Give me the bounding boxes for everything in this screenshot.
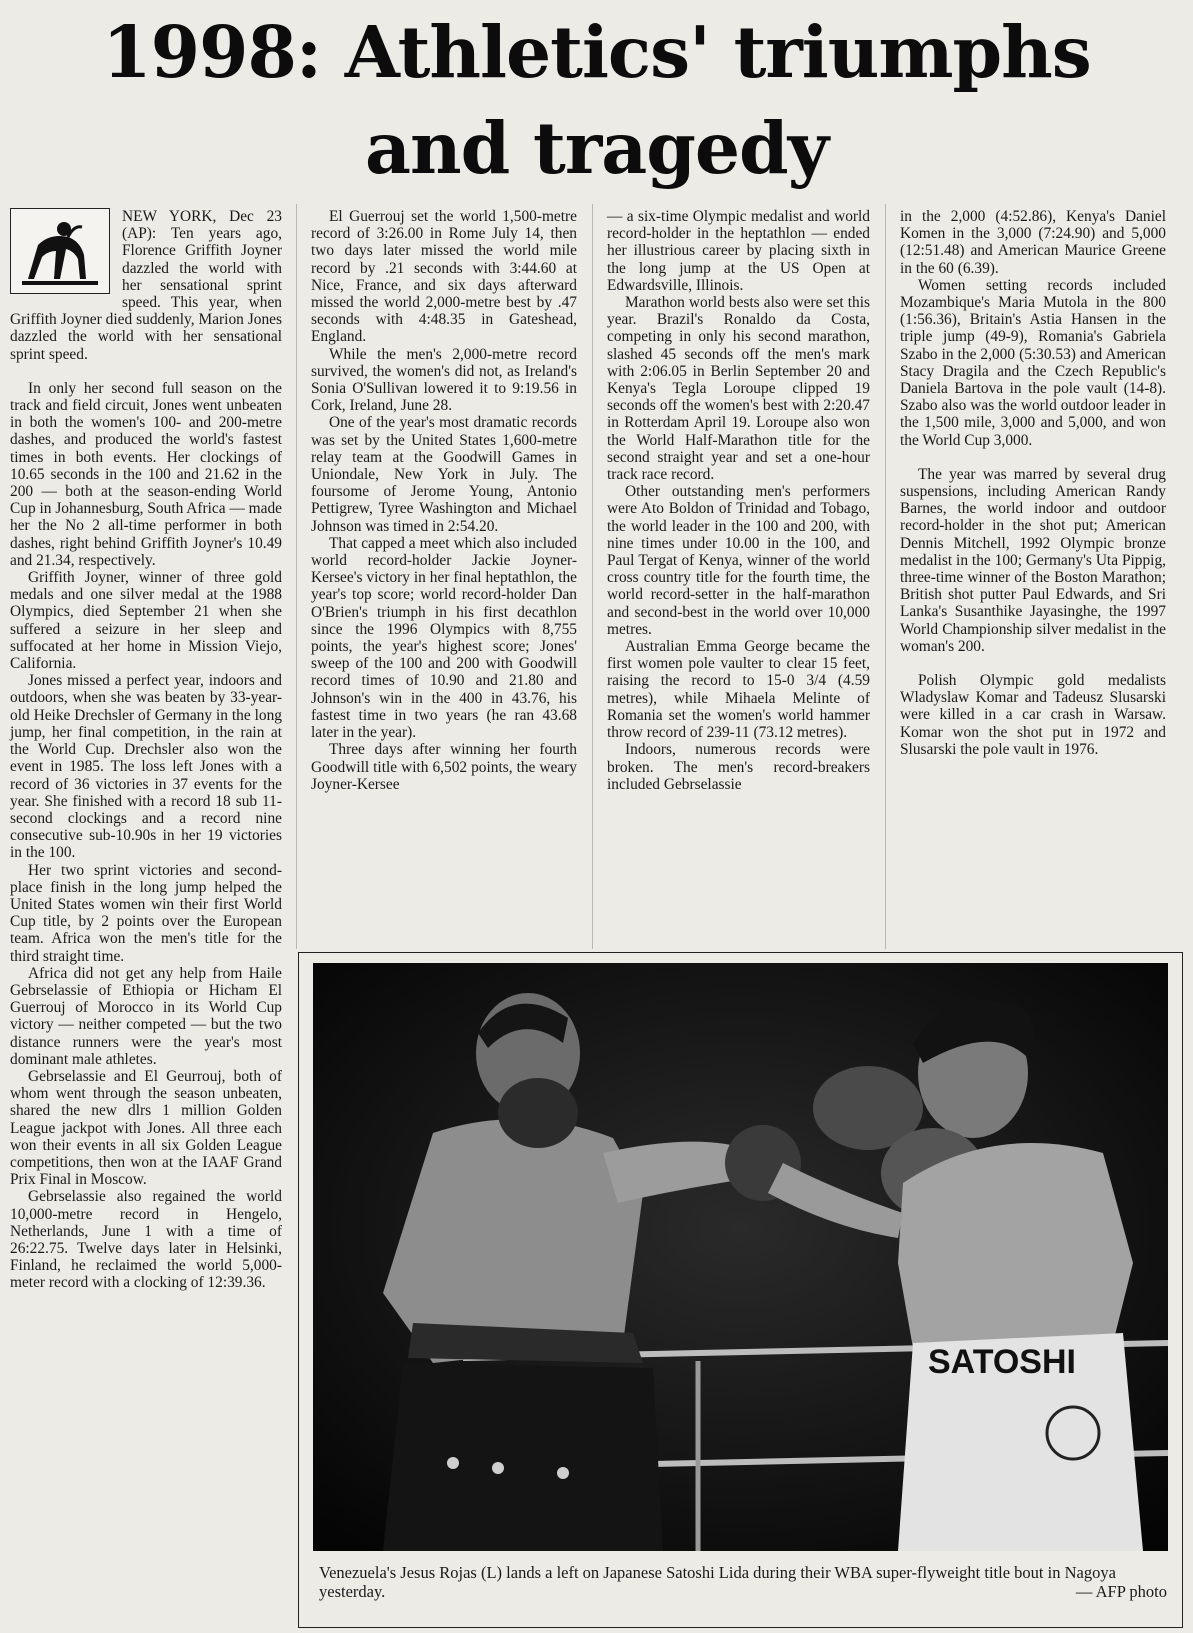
article-column-3 [607, 208, 870, 793]
headline-line-2: and tragedy [365, 106, 828, 190]
paragraph: Gebrselassie and El Geurrouj, both of whom went through the season unbeaten, shared the new dlrs 1 million Golden League jackpot with Jones. All three each won their events in all six Golden League competitions, then won at the IAAF Grand Prix Final in Moscow. [10, 1067, 282, 1189]
paragraph: Indoors, numerous records were broken. The men's record-breakers included Gebrselassie [607, 741, 870, 793]
paragraph: El Guerrouj set the world 1,500-metre record of 3:26.00 in Rome July 14, then two days later missed the world mile record by .21 seconds with 3:44.60 at Nice, France, and six days afterward missed the world 2,000-metre best by .47 seconds with 4:48.35 in Gateshead, England. [311, 208, 577, 346]
paragraph: Marathon world bests also were set this year. Brazil's Ronaldo da Costa, competing in only his second marathon, slashed 45 seconds off the men's mark with 2:06.05 in Berlin September 20 and Kenya's Tegla Loroupe clipped 19 seconds off the women's best with 2:20.47 in Rotterdam April 19. Loroupe also won the World Half-Marathon title for the second straight year and set a one-hour track race record. [607, 294, 870, 484]
photo-credit: — AFP photo [1075, 1582, 1167, 1601]
boxing-photo [313, 963, 1168, 1551]
sprinter-in-blocks-icon [20, 215, 100, 287]
section-logo [10, 208, 110, 294]
dateline-paragraph: NEW YORK, Dec 23 (AP): Ten years ago, Florence Griffith Joyner dazzled the world with her sensational sprint speed. This year, when Griffith Joyner died suddenly, Marion Jones dazzled the world with her sensational sprint speed. [10, 208, 282, 363]
article-column-1 [10, 208, 282, 1292]
article-column-4 [900, 208, 1166, 758]
paragraph: — a six-time Olympic medalist and world record-holder in the heptathlon — ended her illustrious career by placing sixth in the long jump at the US Open at Edwardsville, Illinois. [607, 208, 870, 294]
paragraph: In only her second full season on the track and field circuit, Jones went unbeaten in both the women's 100- and 200-metre dashes, and produced the world's fastest times in both events. Her clockings of 10.65 seconds in the 100 and 21.62 in the 200 — both at the season-ending World Cup in Johannesburg, South Africa — made her the No 2 all-time performer in both dashes, right behind Griffith Joyner's 10.49 and 21.34, respectively. [10, 379, 283, 569]
column-rule [296, 204, 297, 949]
paragraph: Other outstanding men's performers were Ato Boldon of Trinidad and Tobago, the world leader in the 100 and 200, with nine times under 10.00 in the 100, and Paul Tergat of Kenya, winner of the world cross country title for the fourth time, the world record-setter in the half-marathon and second-best in the world over 10,000 metres. [607, 483, 870, 638]
boxing-match-image [313, 963, 1168, 1551]
headline [0, 4, 1193, 196]
news-photo-frame [298, 952, 1183, 1628]
article-column-2 [311, 208, 577, 793]
column-rule [885, 204, 886, 949]
paragraph: The year was marred by several drug suspensions, including American Randy Barnes, the world indoor and outdoor record-holder in the shot put; American Dennis Mitchell, 1992 Olympic bronze medalist in the 100; Germany's Uta Pippig, three-time winner of the Boston Marathon; British shot putter Paul Edwards, and Sri Lanka's Susanthike Jayasinghe, the 1997 World Championship silver medalist in the woman's 200. [900, 465, 1166, 655]
paragraph: Polish Olympic gold medalists Wladyslaw Komar and Tadeusz Slusarski were killed in a car crash in Warsaw. Komar won the shot put in 1972 and Slusarski the pole vault in 1976. [900, 672, 1166, 758]
headline-line-1: 1998: Athletics' triumphs [102, 10, 1091, 94]
paragraph: Griffith Joyner, winner of three gold medals and one silver medal at the 1988 Olympics, died September 21 when she suffered a seizure in her sleep and suffocated at her home in Mission Viejo, California. [10, 569, 282, 673]
paragraph: in the 2,000 (4:52.86), Kenya's Daniel Komen in the 3,000 (7:24.90) and 5,000 (12:51.48) and American Maurice Greene in the 60 (6.39). [900, 208, 1166, 277]
paragraph: Africa did not get any help from Haile Gebrselassie of Ethiopia or Hicham El Guerrouj of Morocco in its World Cup victory — neither competed — but the two distance runners were the year's most dominant male athletes. [10, 964, 282, 1068]
paragraph: Gebrselassie also regained the world 10,000-metre record in Hengelo, Netherlands, June 1 with a time of 26:22.75. Twelve days later in Helsinki, Finland, he reclaimed the world 5,000-meter record with a clocking of 12:39.36. [10, 1188, 282, 1292]
paragraph: Jones missed a perfect year, indoors and outdoors, when she was beaten by 33-year-old Heike Drechsler of Germany in the long jump, her final competition, in the rain at the World Cup. Drechsler also won the event in 1985. The loss left Jones with a record of 36 victories in 37 events for the year. She finished with a record 18 sub 11-second clockings and a record nine consecutive sub-10.90s in her 19 victories in the 100. [10, 672, 282, 862]
paragraph: Her two sprint victories and second-place finish in the long jump helped the United States women win their first World Cup title, by 2 points over the European team. Africa won the men's title for the third straight time. [10, 861, 282, 965]
photo-caption [319, 1563, 1167, 1601]
paragraph: That capped a meet which also included world record-holder Jackie Joyner-Kersee's victory in her final heptathlon, the year's top score; world record-holder Dan O'Brien's triumph in his first decathlon since the 1996 Olympics with 8,755 points, the year's highest score; Jones' sweep of the 100 and 200 with Goodwill record times of 10.90 and 21.80 and Johnson's win in the 400 in 43.76, his fastest time in two years (he ran 43.68 later in the year). [311, 534, 577, 742]
caption-text: Venezuela's Jesus Rojas (L) lands a left on Japanese Satoshi Lida during their WBA super-flyweight title bout in Nagoya yesterday. [319, 1563, 1116, 1601]
paragraph: One of the year's most dramatic records was set by the United States 1,600-metre relay team at the Goodwill Games in Uniondale, New York in July. The foursome of Jerome Young, Antonio Pettigrew, Tyree Washington and Michael Johnson was timed in 2:54.20. [311, 414, 577, 535]
trunks-text: SATOSHI [928, 1343, 1076, 1381]
paragraph: Women setting records included Mozambique's Maria Mutola in the 800 (1:56.36), Britain's Astia Hansen in the triple jump (49-9), Romania's Gabriela Szabo in the 2,000 (5:30.53) and American Stacy Dragila and the Czech Republic's Daniela Bartova in the pole vault (14-8). Szabo also was the world outdoor leader in the 1,500 mile, 3,000 and 5,000, and won the World Cup 3,000. [900, 276, 1166, 449]
paragraph: Australian Emma George became the first women pole vaulter to clear 15 feet, raising the record to 15-0 3/4 (4.59 metres), while Mihaela Melinte of Romania set the women's world hammer throw record of 239-11 (73.12 metres). [607, 638, 870, 742]
paragraph: Three days after winning her fourth Goodwill title with 6,502 points, the weary Joyner-Kersee [311, 741, 577, 793]
paragraph: While the men's 2,000-metre record survived, the women's did not, as Ireland's Sonia O'Sullivan lowered it to 9:19.56 in Cork, Ireland, June 28. [311, 345, 577, 415]
column-rule [592, 204, 593, 949]
